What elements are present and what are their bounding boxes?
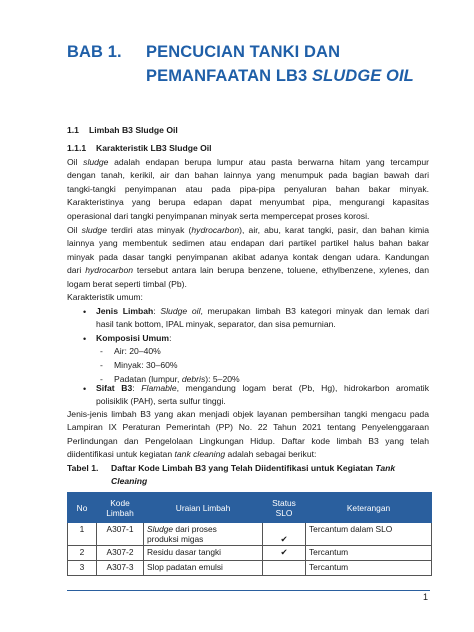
page-number: 1 bbox=[423, 592, 429, 602]
dash-icon: - bbox=[100, 374, 103, 384]
check-icon: ✔ bbox=[263, 546, 306, 561]
footer-divider bbox=[67, 590, 430, 591]
chapter-number: BAB 1. bbox=[67, 43, 122, 61]
dash-icon: - bbox=[100, 346, 103, 356]
table-row: 1 A307-1 Sludge dari proses produksi migas ✔ Tercantum dalam SLO bbox=[68, 523, 432, 546]
paragraph-oil-sludge-composition: Oil sludge terdiri atas minyak (hydrocarbon), air, abu, karat tangki, pasir, dan bahan kimia lainnya yang membentuk sedimen atau endapan dari partikel partikel halus bahan bakar minyak pada dasar tangki penyimpanan akibat adanya kontak dengan udara. Kandungan dari hydrocarbon tersebut antara lain berupa benzene, toluene, ethylbenzene, xylenes, dan logam berat seperti timbal (Pb). bbox=[67, 225, 429, 289]
table-header-row bbox=[68, 493, 432, 523]
header-status: Status SLO bbox=[263, 493, 306, 523]
header-kode: Kode Limbah bbox=[97, 493, 144, 523]
komposisi-padatan: Padatan (lumpur, debris): 5–20% bbox=[114, 374, 240, 384]
header-keterangan: Keterangan bbox=[306, 493, 432, 523]
waste-code-table bbox=[67, 492, 432, 576]
dash-icon: - bbox=[100, 360, 103, 370]
paragraph-oil-sludge-definition: Oil sludge adalah endapan berupa lumpur atau pasta berwarna hitam yang tercampur dengan tanah, kerikil, air dan bahan lainnya yang menumpuk pada bagian bawah dari tangki-tangki penyimpanan atau pada pipa-pipa penyaluran bahan bakar minyak. Karakteristinya yang berupa edapan dapat menyumbat pipa, mengurangi kapasitas operasional dari tangki penyimpanan minyak serta mempercepat proses korosi. bbox=[67, 157, 430, 221]
header-uraian: Uraian Limbah bbox=[144, 493, 263, 523]
komposisi-air: Air: 20–40% bbox=[114, 346, 161, 356]
bullet-jenis-limbah: Jenis Limbah: Sludge oil, merupakan limbah B3 kategori minyak dan lemak dari hasil tank bottom, IPAL minyak, separator, dan sisa pemurnian. bbox=[96, 306, 430, 330]
table-row: 3 A307-3 Slop padatan emulsi Tercantum bbox=[68, 561, 432, 576]
bullet-icon: • bbox=[83, 307, 87, 317]
bullet-sifat-b3: Sifat B3: Flamable, mengandung logam berat (Pb, Hg), hidrokarbon aromatik polisiklik (PAH), serta sulfur tinggi. bbox=[96, 383, 429, 407]
komposisi-minyak: Minyak: 30–60% bbox=[114, 360, 178, 370]
paragraph-jenis-limbah: Jenis-jenis limbah B3 yang akan menjadi objek layanan pembersihan tangki mengacu pada Lampiran IX Peraturan Pemerintah (PP) No. 22 Tahun 2021 tentang Penyelenggaraan Perlindungan dan Pengelolaan Lingkungan Hidup. Daftar kode limbah B3 yang telah diidentifikasi untuk kegiatan tank cleaning adalah sebagai berikut: bbox=[67, 409, 429, 460]
bullet-icon: • bbox=[83, 384, 87, 394]
section-heading: 1.1 Limbah B3 Sludge Oil bbox=[67, 125, 178, 135]
bullet-icon: • bbox=[83, 334, 87, 344]
header-no: No bbox=[68, 493, 97, 523]
chapter-title-line1: PENCUCIAN TANKI DAN bbox=[146, 43, 341, 61]
table-row: 2 A307-2 Residu dasar tangki ✔ Tercantum bbox=[68, 546, 432, 561]
subsection-heading: 1.1.1 Karakteristik LB3 Sludge Oil bbox=[67, 143, 212, 153]
bullet-komposisi: Komposisi Umum: bbox=[96, 333, 172, 343]
check-icon: ✔ bbox=[263, 523, 306, 546]
karakteristik-label: Karakteristik umum: bbox=[67, 292, 143, 302]
chapter-title-line2: PEMANFAATAN LB3 SLUDGE OIL bbox=[146, 67, 414, 85]
